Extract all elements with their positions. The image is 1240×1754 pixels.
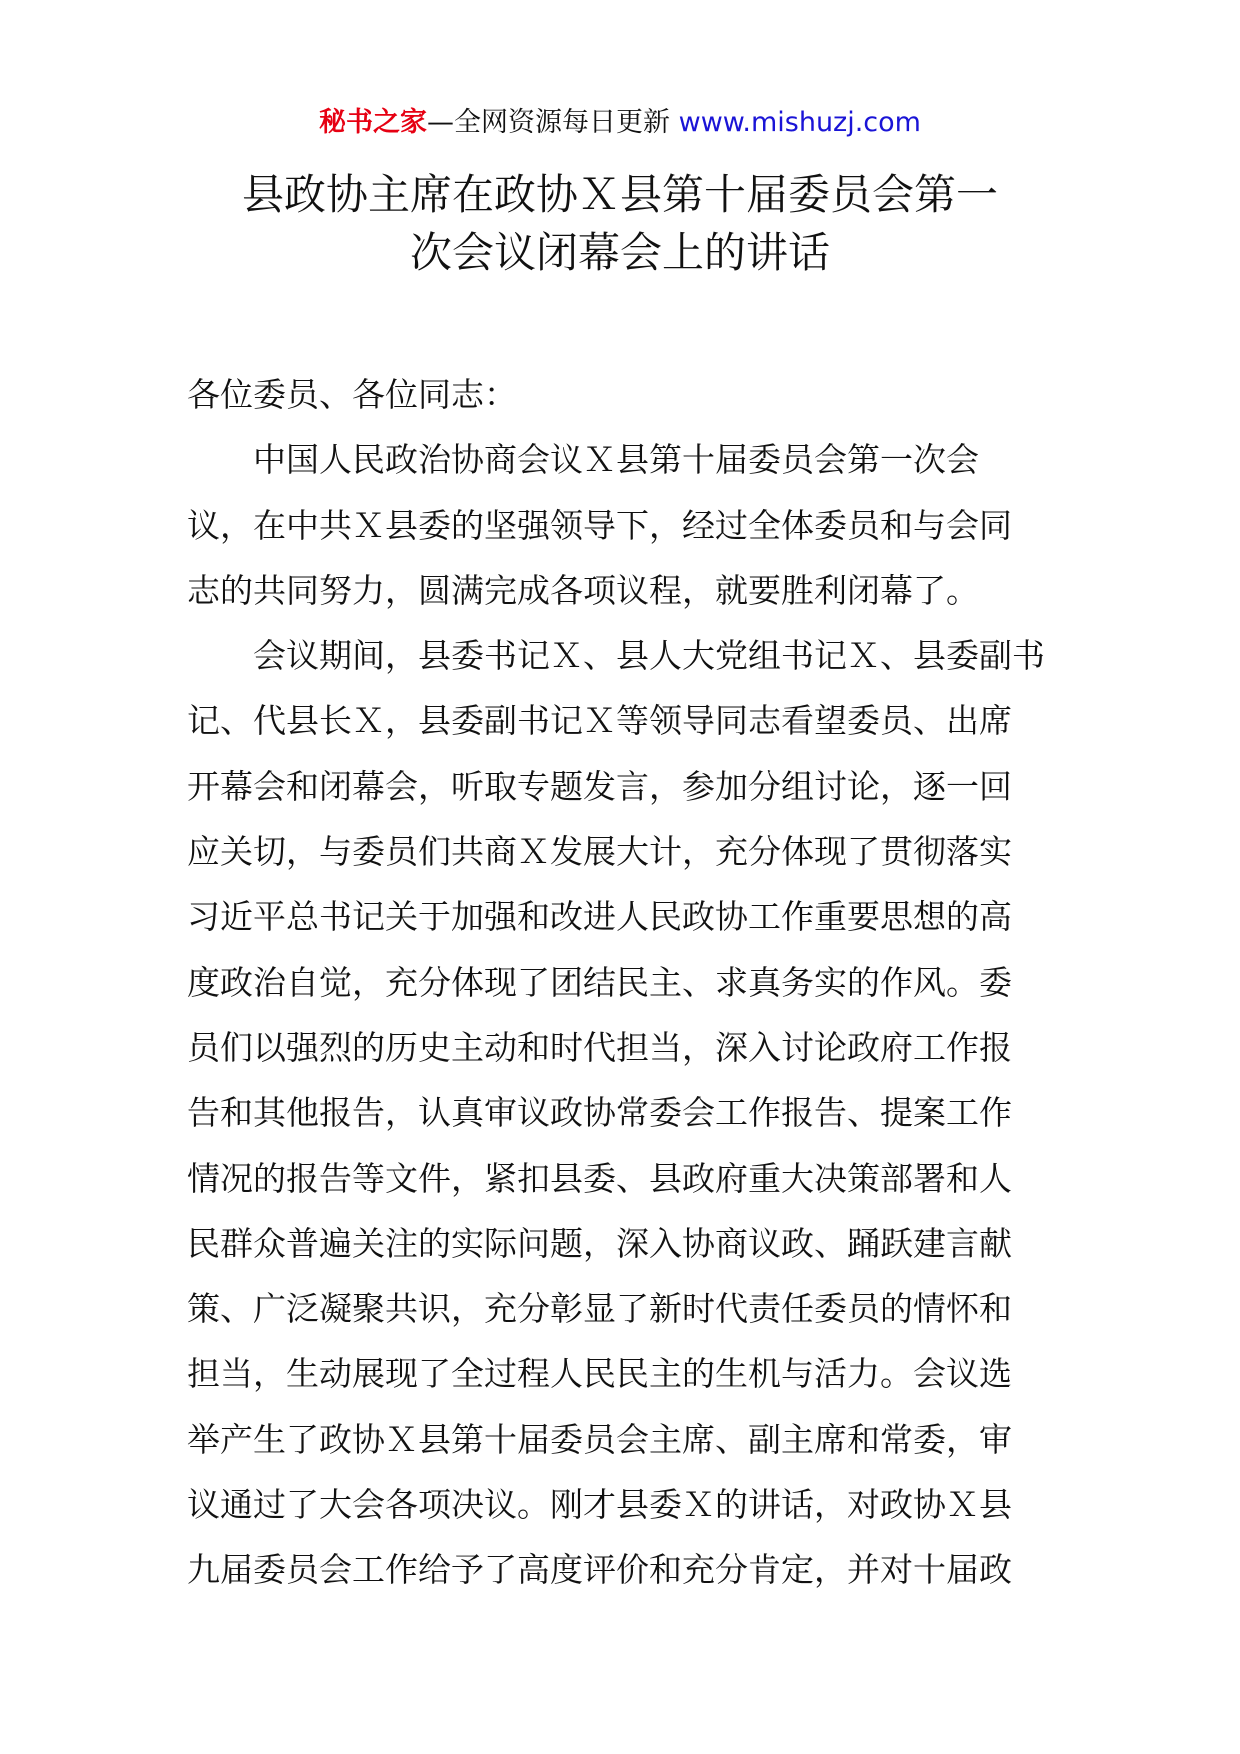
- paragraph-1-line: 志的共同努力，圆满完成各项议程，就要胜利闭幕了。: [187, 570, 979, 610]
- title-line-2: 次会议闭幕会上的讲话: [409, 228, 830, 277]
- paragraph-2-line: 应关切，与委员们共商Ｘ发展大计，充分体现了贯彻落实: [187, 832, 1012, 872]
- paragraph-2-line: 策、广泛凝聚共识，充分彰显了新时代责任委员的情怀和: [187, 1289, 1012, 1329]
- site-url-link[interactable]: www.mishuzj.com: [678, 107, 921, 138]
- title-line-1: 县政协主席在政协Ｘ县第十届委员会第一: [241, 170, 998, 219]
- paragraph-2-line: 告和其他报告，认真审议政协常委会工作报告、提案工作: [187, 1093, 1012, 1133]
- document-body: [187, 362, 1057, 1603]
- paragraph-2-line: 九届委员会工作给予了高度评价和充分肯定，并对十届政: [187, 1550, 1012, 1590]
- document-title: [150, 166, 1090, 282]
- paragraph-2-line: 记、代县长Ｘ，县委副书记Ｘ等领导同志看望委员、出席: [187, 701, 1012, 741]
- paragraph-2-line: 会议期间，县委书记Ｘ、县人大党组书记Ｘ、县委副书: [253, 636, 1045, 676]
- paragraph-2-line: 习近平总书记关于加强和改进人民政协工作重要思想的高: [187, 897, 1012, 937]
- paragraph-2-line: 举产生了政协Ｘ县第十届委员会主席、副主席和常委，审: [187, 1419, 1012, 1459]
- paragraph-2-line: 员们以强烈的历史主动和时代担当，深入讨论政府工作报: [187, 1027, 1012, 1067]
- brand-name: 秘书之家: [319, 107, 428, 138]
- paragraph-2-line: 度政治自觉，充分体现了团结民主、求真务实的作风。委: [187, 962, 1012, 1002]
- header-slogan: —全网资源每日更新: [427, 107, 671, 138]
- paragraph-2-line: 担当，生动展现了全过程人民民主的生机与活力。会议选: [187, 1354, 1012, 1394]
- paragraph-1-line: 议，在中共Ｘ县委的坚强领导下，经过全体委员和与会同: [187, 505, 1012, 545]
- paragraph-2-line: 民群众普遍关注的实际问题，深入协商议政、踊跃建言献: [187, 1223, 1012, 1263]
- paragraph-1-line: 中国人民政治协商会议Ｘ县第十届委员会第一次会: [253, 440, 979, 480]
- salutation: 各位委员、各位同志：: [187, 375, 517, 414]
- paragraph-2-line: 开幕会和闭幕会，听取专题发言，参加分组讨论，逐一回: [187, 766, 1012, 806]
- paragraph-2-line: 情况的报告等文件，紧扣县委、县政府重大决策部署和人: [187, 1158, 1012, 1198]
- site-header: [0, 103, 1240, 143]
- paragraph-2-line: 议通过了大会各项决议。刚才县委Ｘ的讲话，对政协Ｘ县: [187, 1485, 1012, 1525]
